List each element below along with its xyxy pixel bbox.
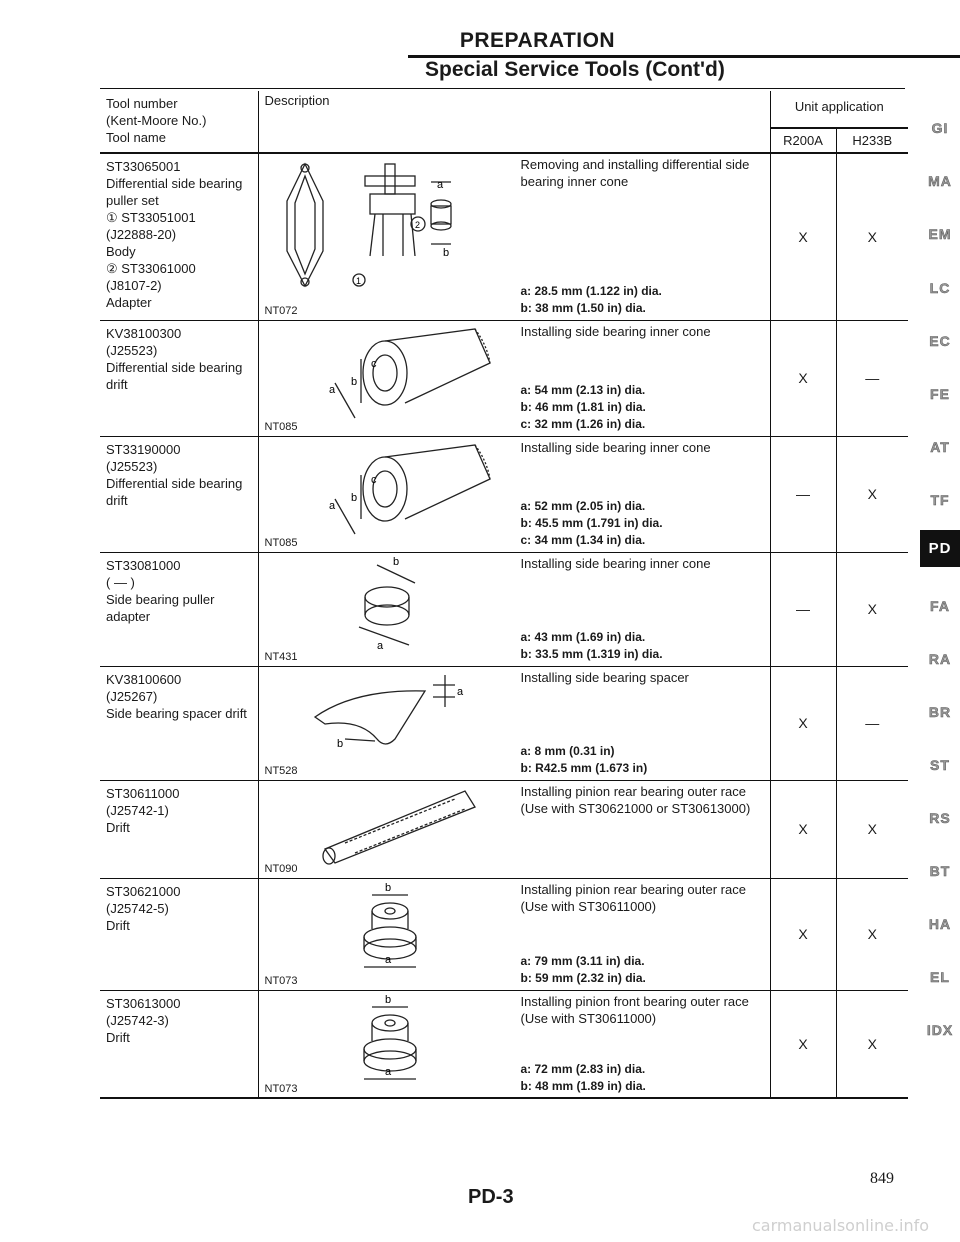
- dimension-line: b: 48 mm (1.89 in) dia.: [520, 1078, 646, 1093]
- svg-text:a: a: [436, 179, 443, 191]
- watermark-text: carmanualsonline.info: [752, 1216, 930, 1235]
- svg-text:b: b: [384, 881, 391, 894]
- description-text: Removing and installing differential side bearing inner cone: [520, 157, 750, 189]
- sidebar-item-bt[interactable]: BT: [929, 863, 951, 879]
- dimension-line: a: 54 mm (2.13 in) dia.: [520, 382, 646, 397]
- dimensions: [521, 382, 767, 433]
- bearing-drift-icon: [265, 323, 515, 423]
- dimension-line: a: 43 mm (1.69 in) dia.: [520, 629, 646, 644]
- bearing-drift-icon: [265, 439, 515, 539]
- table-row: [100, 436, 908, 552]
- dimension-line: a: 79 mm (3.11 in) dia.: [520, 953, 645, 968]
- dimensions: [521, 629, 767, 663]
- dimensions: [521, 283, 767, 317]
- dimension-line: c: 32 mm (1.26 in) dia.: [520, 416, 646, 431]
- description-text: Installing pinion rear bearing outer race (Use with ST30611000): [520, 881, 746, 914]
- header-unit-application: Unit application: [770, 91, 908, 128]
- table-row: [100, 552, 908, 666]
- unit-h233b-mark: X: [836, 552, 908, 666]
- unit-h233b-mark: —: [836, 320, 908, 436]
- description-cell: [258, 780, 770, 878]
- description-cell: [258, 552, 770, 666]
- drift-bar-icon: [265, 783, 515, 868]
- spacer-drift-icon: [265, 669, 515, 764]
- svg-text:b: b: [384, 993, 391, 1006]
- unit-r200a-mark: X: [770, 990, 836, 1098]
- svg-text:a: a: [376, 639, 383, 650]
- unit-h233b-mark: X: [836, 878, 908, 990]
- tool-illustration: [265, 783, 515, 871]
- unit-h233b-mark: X: [836, 436, 908, 552]
- figure-code: NT431: [264, 650, 298, 663]
- header-description: Description: [258, 91, 770, 153]
- drift-disc-icon: [265, 881, 515, 976]
- page-header: [100, 28, 905, 81]
- puller-set-icon: [265, 156, 515, 296]
- dimension-line: b: 38 mm (1.50 in) dia.: [520, 301, 646, 315]
- unit-h233b-mark: X: [836, 990, 908, 1098]
- tool-illustration: [265, 555, 515, 653]
- svg-text:b: b: [336, 737, 343, 750]
- tool-illustration: [265, 439, 515, 542]
- header-tool: Tool number (Kent-Moore No.) Tool name: [100, 91, 258, 153]
- unit-r200a-mark: X: [770, 666, 836, 780]
- sidebar-item-lc[interactable]: LC: [929, 280, 951, 296]
- page-number: 849: [870, 1170, 894, 1187]
- sidebar-item-br[interactable]: BR: [928, 704, 952, 720]
- tool-illustration: [265, 881, 515, 979]
- drift-disc-icon: [265, 993, 515, 1088]
- tool-cell: ST30621000 (J25742-5) Drift: [106, 883, 181, 933]
- table-row: [100, 320, 908, 436]
- description-text: Installing side bearing inner cone: [520, 555, 711, 571]
- svg-text:b: b: [350, 491, 357, 504]
- sidebar-item-ma[interactable]: MA: [928, 173, 952, 189]
- dimension-line: a: 72 mm (2.83 in) dia.: [520, 1061, 646, 1076]
- svg-text:b: b: [392, 555, 399, 568]
- tool-illustration: [265, 669, 515, 767]
- description-cell: [258, 878, 770, 990]
- puller-adapter-icon: [265, 555, 515, 650]
- figure-code: NT073: [264, 1082, 298, 1095]
- tool-cell: ST33065001 Differential side bearing puller set ① ST33051001 (J22888-20) Body ② ST33061000 (J8107-2) Adapter: [106, 159, 243, 310]
- tool-cell: ST33081000 ( — ) Side bearing puller adapter: [106, 557, 215, 624]
- unit-h233b-mark: X: [836, 153, 908, 320]
- unit-r200a-mark: X: [770, 153, 836, 320]
- dimension-line: c: 34 mm (1.34 in) dia.: [520, 532, 646, 547]
- figure-code: NT072: [264, 305, 298, 317]
- svg-text:c: c: [370, 357, 376, 370]
- header-rule-bottom: [100, 88, 905, 89]
- sidebar-item-at[interactable]: AT: [930, 439, 950, 455]
- svg-text:a: a: [328, 383, 335, 396]
- dimension-line: a: 52 mm (2.05 in) dia.: [520, 498, 646, 513]
- svg-text:a: a: [456, 685, 463, 698]
- description-text: Installing pinion rear bearing outer race (Use with ST30621000 or ST30613000): [520, 783, 751, 816]
- dimensions: [521, 743, 767, 777]
- sidebar-item-rs[interactable]: RS: [929, 810, 951, 826]
- figure-code: NT085: [264, 420, 298, 433]
- description-text: Installing pinion front bearing outer race (Use with ST30611000): [520, 993, 749, 1026]
- figure-code: NT090: [264, 862, 298, 875]
- page-title: PREPARATION: [459, 29, 616, 52]
- table-row: [100, 878, 908, 990]
- unit-h233b-mark: —: [836, 666, 908, 780]
- tool-cell: ST30613000 (J25742-3) Drift: [106, 995, 181, 1045]
- description-cell: [258, 666, 770, 780]
- dimension-line: b: 33.5 mm (1.319 in) dia.: [520, 646, 663, 661]
- tool-cell: KV38100600 (J25267) Side bearing spacer drift: [106, 671, 247, 721]
- sidebar-item-st[interactable]: ST: [930, 757, 950, 773]
- unit-r200a-mark: —: [770, 552, 836, 666]
- svg-text:a: a: [384, 1065, 391, 1078]
- svg-text:2: 2: [414, 220, 420, 230]
- sidebar-item-ec[interactable]: EC: [929, 333, 951, 349]
- sidebar-item-tf[interactable]: TF: [930, 492, 950, 508]
- description-cell: [258, 153, 770, 320]
- table-row: [100, 780, 908, 878]
- tool-illustration: [265, 993, 515, 1091]
- svg-text:a: a: [328, 499, 335, 512]
- header-unit-h233b: H233B: [836, 128, 908, 153]
- table-row: [100, 153, 908, 320]
- dimension-line: b: 59 mm (2.32 in) dia.: [520, 970, 646, 985]
- dimension-line: b: 45.5 mm (1.791 in) dia.: [520, 515, 663, 530]
- table-row: [100, 666, 908, 780]
- svg-text:c: c: [370, 473, 376, 486]
- table-row: [100, 990, 908, 1098]
- dimensions: [521, 1061, 767, 1095]
- description-cell: [258, 990, 770, 1098]
- section-page-code: PD-3: [468, 1186, 514, 1208]
- figure-code: NT528: [264, 764, 298, 777]
- tools-table: [100, 91, 908, 1099]
- tool-illustration: [265, 156, 515, 299]
- dimension-line: a: 28.5 mm (1.122 in) dia.: [520, 284, 662, 298]
- page-subtitle: Special Service Tools (Cont'd): [425, 58, 725, 81]
- svg-text:b: b: [350, 375, 357, 388]
- sidebar-item-pd[interactable]: PD: [920, 530, 960, 567]
- sidebar-item-em[interactable]: EM: [928, 226, 952, 242]
- sidebar-item-gi[interactable]: GI: [931, 120, 949, 136]
- description-text: Installing side bearing spacer: [520, 669, 689, 685]
- header-unit-r200a: R200A: [770, 128, 836, 153]
- dimensions: [521, 498, 767, 549]
- sidebar-item-idx[interactable]: IDX: [926, 1022, 954, 1038]
- dimension-line: b: 46 mm (1.81 in) dia.: [520, 399, 646, 414]
- dimension-line: a: 8 mm (0.31 in): [520, 743, 615, 758]
- sidebar-item-ha[interactable]: HA: [928, 916, 952, 932]
- sidebar-item-ra[interactable]: RA: [928, 651, 952, 667]
- unit-r200a-mark: X: [770, 780, 836, 878]
- dimensions: [521, 953, 767, 987]
- tool-cell: KV38100300 (J25523) Differential side bearing drift: [106, 325, 243, 392]
- dimension-line: b: R42.5 mm (1.673 in): [520, 760, 648, 775]
- svg-text:1: 1: [355, 276, 361, 286]
- svg-text:b: b: [442, 247, 449, 259]
- figure-code: NT073: [264, 974, 298, 987]
- figure-code: NT085: [264, 536, 298, 549]
- unit-r200a-mark: X: [770, 320, 836, 436]
- tool-cell: ST33190000 (J25523) Differential side bearing drift: [106, 441, 243, 508]
- sidebar-item-fe[interactable]: FE: [930, 386, 950, 402]
- description-text: Installing side bearing inner cone: [520, 439, 711, 455]
- description-cell: [258, 320, 770, 436]
- svg-text:a: a: [384, 953, 391, 966]
- sidebar-item-el[interactable]: EL: [930, 969, 950, 985]
- description-text: Installing side bearing inner cone: [520, 323, 711, 339]
- tool-cell: ST30611000 (J25742-1) Drift: [106, 785, 180, 835]
- sidebar-item-fa[interactable]: FA: [930, 598, 950, 614]
- unit-r200a-mark: —: [770, 436, 836, 552]
- unit-h233b-mark: X: [836, 780, 908, 878]
- description-cell: [258, 436, 770, 552]
- unit-r200a-mark: X: [770, 878, 836, 990]
- tool-illustration: [265, 323, 515, 426]
